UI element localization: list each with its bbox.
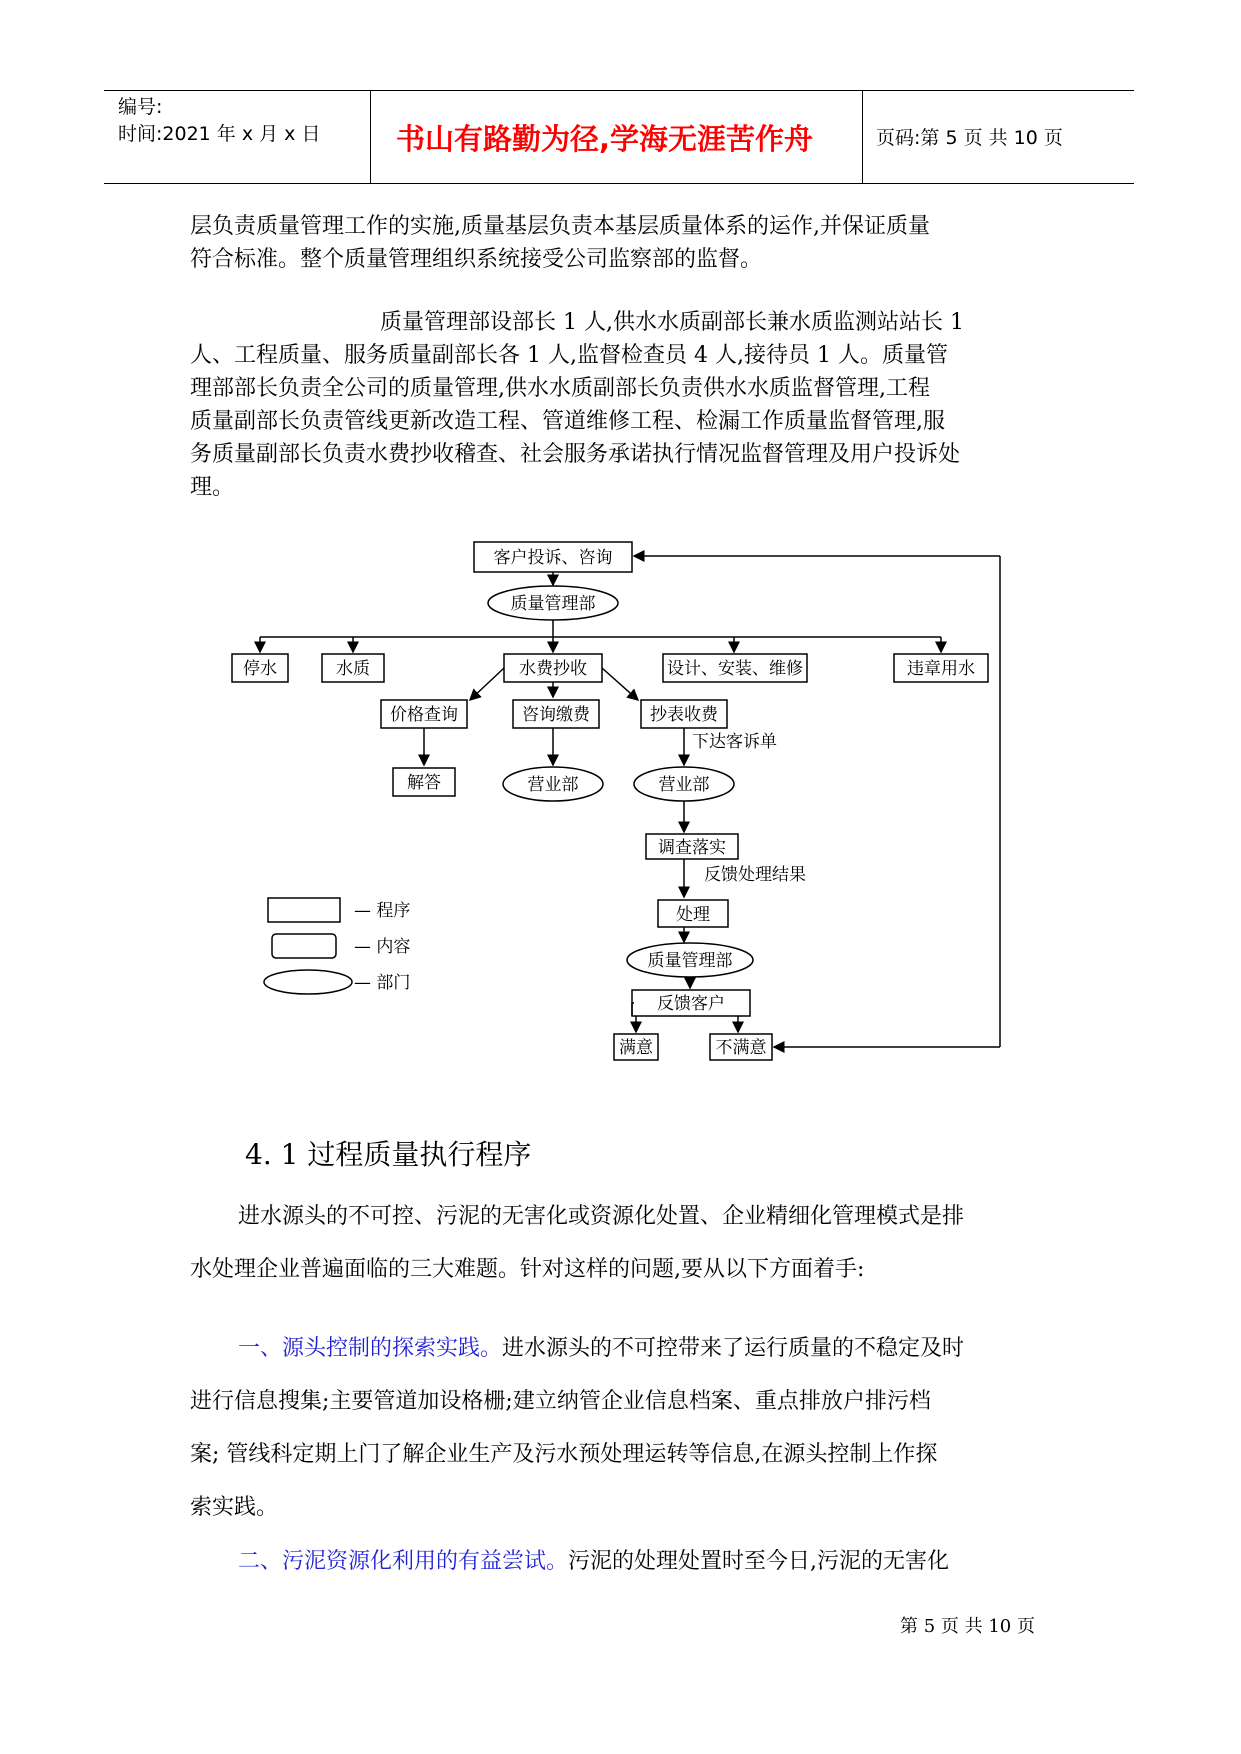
paragraph-line: 层负责质量管理工作的实施,质量基层负责本基层质量体系的运作,并保证质量 <box>190 214 930 239</box>
header-motto: 书山有路勤为径,学海无涯苦作舟 <box>396 122 814 156</box>
node-label-satisfied: 满意 <box>619 1038 653 1058</box>
paragraph-line: 案; 管线科定期上门了解企业生产及污水预处理运转等信息,在源头控制上作探 <box>190 1442 938 1467</box>
node-label-feedback-customer: 反馈客户 <box>657 994 725 1014</box>
node-label-handle: 处理 <box>676 905 710 925</box>
node-label-stop-water: 停水 <box>243 659 277 679</box>
legend-label-content: — 内容 <box>354 937 411 957</box>
legend-rounded-rect-icon <box>272 934 336 958</box>
section-item-1 <box>190 1322 1055 1534</box>
paragraph-line: 水处理企业普遍面临的三大难题。针对这样的问题,要从以下方面着手: <box>190 1257 865 1282</box>
section-intro <box>190 1190 1055 1296</box>
doc-number-label: 编号: <box>118 96 163 118</box>
node-label-qm-dept: 质量管理部 <box>510 594 596 614</box>
section-heading: 4. 1 过程质量执行程序 <box>245 1138 532 1171</box>
node-label-complaint: 客户投诉、咨询 <box>493 548 613 568</box>
footer-page-number: 第 5 页 共 10 页 <box>900 1616 1035 1637</box>
node-label-business-dept-1: 营业部 <box>527 775 579 795</box>
node-label-consult-pay: 咨询缴费 <box>522 705 590 725</box>
item-2-title: 二、污泥资源化利用的有益尝试。 <box>238 1549 569 1574</box>
legend-label-department: — 部门 <box>354 973 411 993</box>
node-label-water-quality: 水质 <box>336 659 370 679</box>
item-1-title: 一、源头控制的探索实践。 <box>238 1336 503 1361</box>
edge-label-issue-order: 下达客诉单 <box>692 732 777 752</box>
edge-label-feedback-result: 反馈处理结果 <box>704 865 806 885</box>
paragraph-line: 进水源头的不可控、污泥的无害化或资源化处置、企业精细化管理模式是排 <box>238 1204 965 1229</box>
node-label-meter-fee: 抄表收费 <box>650 705 718 725</box>
paragraph-line: 索实践。 <box>190 1495 279 1520</box>
node-label-unsatisfied: 不满意 <box>715 1038 767 1058</box>
legend-ellipse-icon <box>264 970 352 994</box>
paragraph-line: 质量副部长负责管线更新改造工程、管道维修工程、检漏工作质量监督管理,服 <box>190 409 945 434</box>
node-label-water-fee: 水费抄收 <box>519 659 587 679</box>
legend-label-procedure: — 程序 <box>354 901 411 921</box>
paragraph-line: 符合标准。整个质量管理组织系统接受公司监察部的监督。 <box>190 247 763 272</box>
node-label-business-dept-2: 营业部 <box>658 775 710 795</box>
paragraph-line: 人、工程质量、服务质量副部长各 1 人,监督检查员 4 人,接待员 1 人。质量管 <box>190 343 948 368</box>
node-label-design: 设计、安装、维修 <box>667 659 803 679</box>
doc-time-label: 时间:2021 年 x 月 x 日 <box>118 123 321 145</box>
legend-rect-icon <box>268 898 340 922</box>
item-1-first-text: 进水源头的不可控带来了运行质量的不稳定及时 <box>502 1336 965 1361</box>
paragraph-line: 进行信息搜集;主要管道加设格栅;建立纳管企业信息档案、重点排放户排污档 <box>190 1389 931 1414</box>
paragraph-line: 理部部长负责全公司的质量管理,供水水质副部长负责供水水质监督管理,工程 <box>190 376 930 401</box>
paragraph-line: 理。 <box>190 475 235 500</box>
node-label-price-query: 价格查询 <box>390 705 458 725</box>
node-label-illegal-water: 违章用水 <box>907 659 975 679</box>
item-2-first-text: 污泥的处理处置时至今日,污泥的无害化 <box>568 1549 950 1574</box>
paragraph-line: 务质量副部长负责水费抄收稽查、社会服务承诺执行情况监督管理及用户投诉处 <box>190 442 961 467</box>
section-item-2 <box>190 1535 1055 1588</box>
item-first-line <box>190 1535 1055 1588</box>
item-first-line <box>190 1322 1055 1375</box>
paragraph-line: 质量管理部设部长 1 人,供水水质副部长兼水质监测站站长 1 <box>380 310 964 335</box>
node-label-investigate: 调查落实 <box>658 838 726 858</box>
header-page-label: 页码:第 5 页 共 10 页 <box>876 127 1063 149</box>
node-label-answer: 解答 <box>407 773 441 793</box>
node-label-qm-dept-2: 质量管理部 <box>647 951 733 971</box>
